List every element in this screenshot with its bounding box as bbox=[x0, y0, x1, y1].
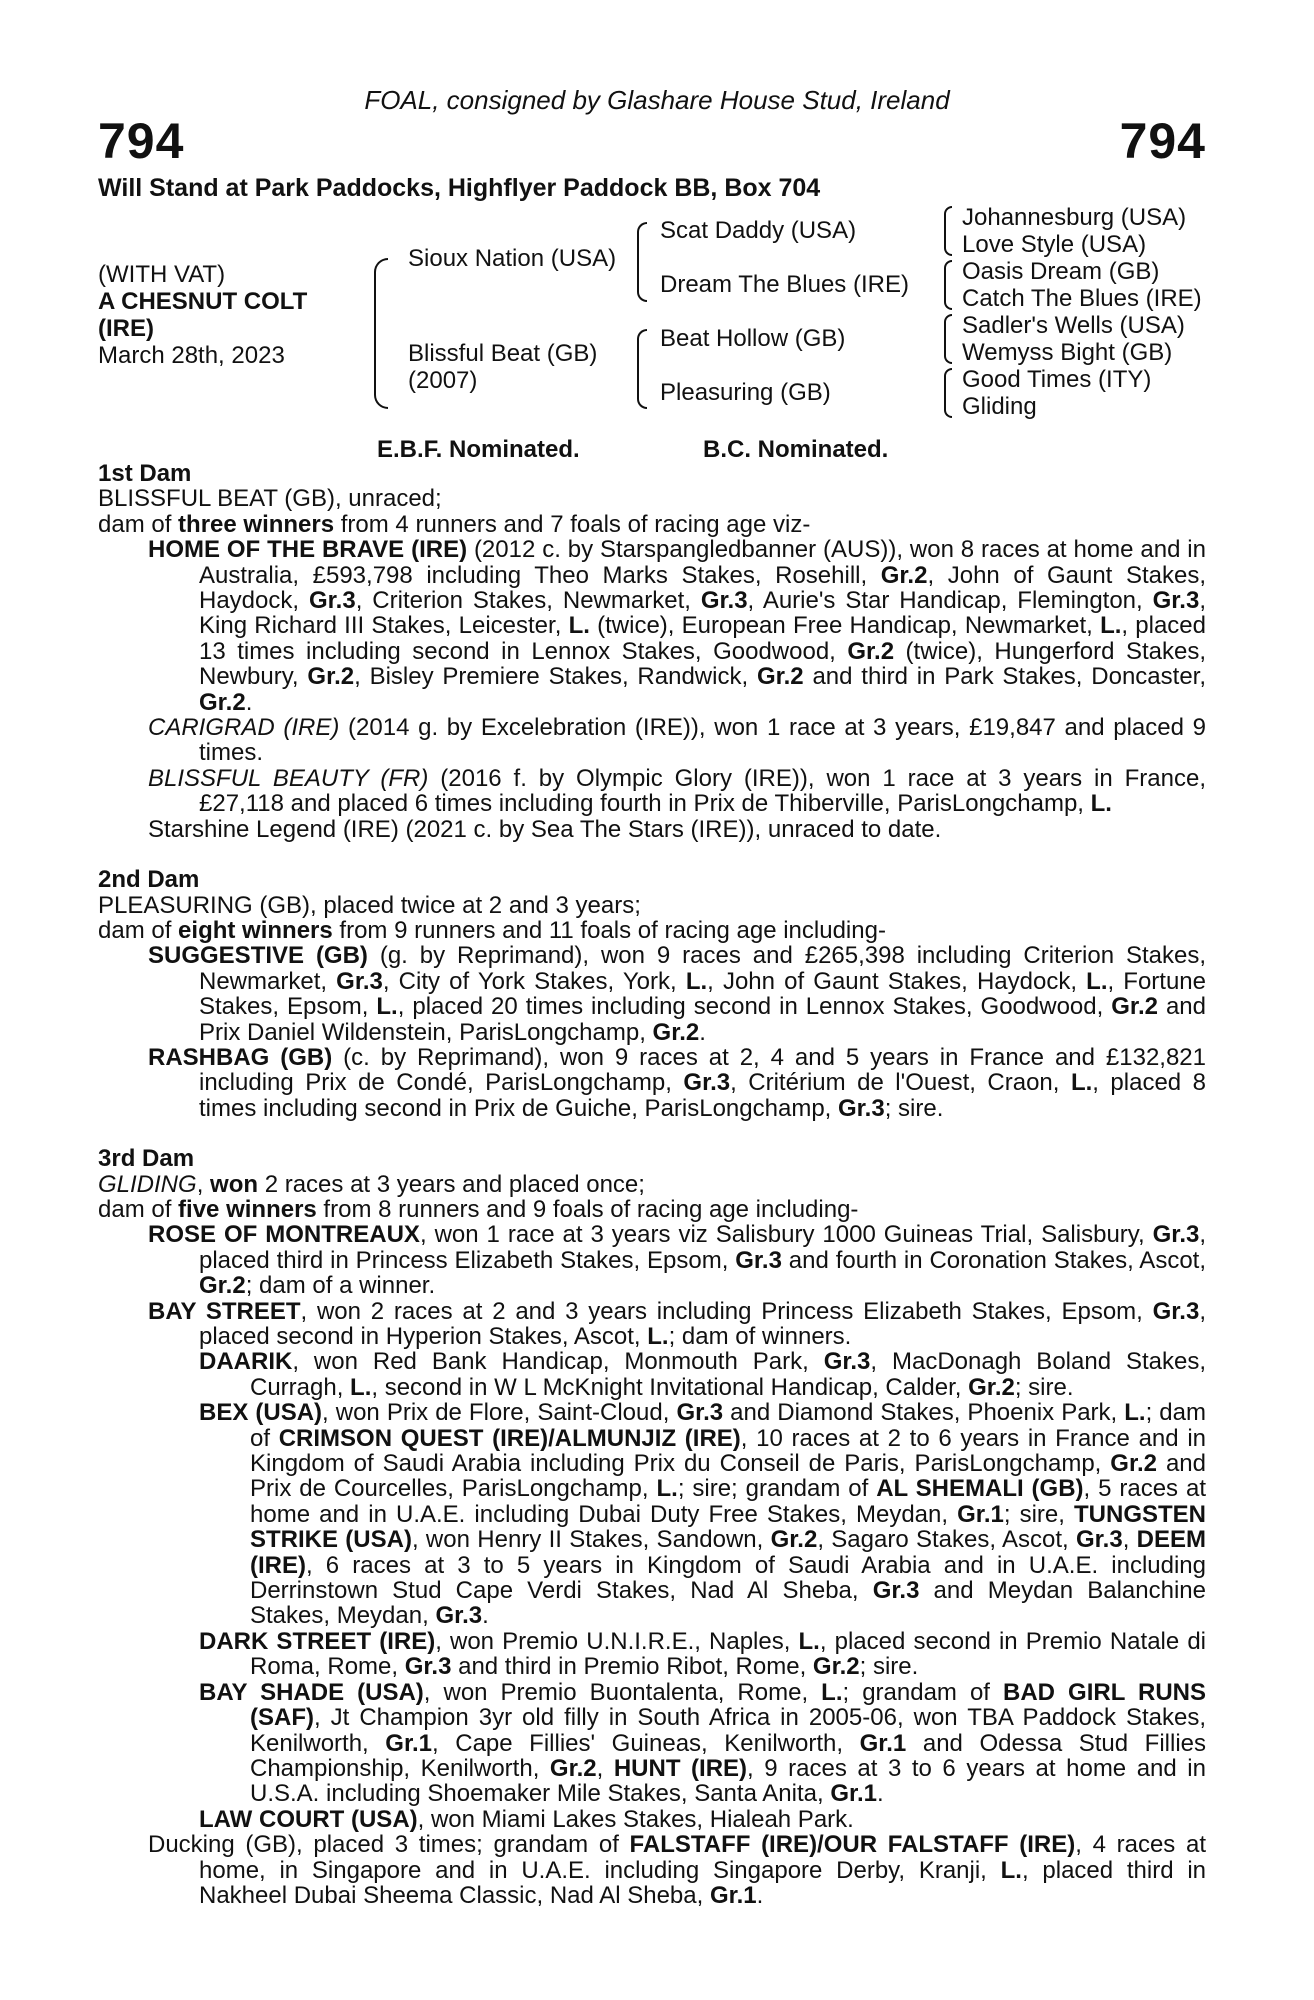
grand-progeny-bex: BEX (USA), won Prix de Flore, Saint-Cloud, Gr.3 and Diamond Stakes, Phoenix Park, L.; dam of CRIMSON QUEST (IRE)/ALMUNJIZ (IRE), 10 races at 2 to 6 years in France and in Kingdom of Saudi Arabia including Prix du Conseil de Paris, ParisLongchamp, Gr.2 and Prix de Courcelles, ParisLongchamp, L.; sire; grandam of AL SHEMALI (GB), 5 races at home and in U.A.E. including Dubai Duty Free Stakes, Meydan, Gr.1; sire, TUNGSTEN STRIKE (USA), won Henry II Stakes, Sandown, Gr.2, Sagaro Stakes, Ascot, Gr.3, DEEM (IRE), 6 races at 3 to 5 years in Kingdom of Saudi Arabia and in U.A.E. including Derrinstown Stud Cape Verdi Stakes, Nad Al Sheba, Gr.3 and Meydan Balanchine Stakes, Meydan, Gr.3. bbox=[199, 1399, 1207, 1630]
ggp-5: Sadler's Wells (USA) bbox=[962, 312, 1185, 339]
ggp-brace-1 bbox=[944, 206, 952, 256]
grand-progeny-daarik: DAARIK, won Red Bank Handicap, Monmouth Park, Gr.3, MacDonagh Boland Stakes, Curragh, L., second in W L McKnight Invitational Handicap, Calder, Gr.2; sire. bbox=[199, 1348, 1207, 1401]
ggp-2: Love Style (USA) bbox=[962, 231, 1147, 258]
dam1-heading: 1st Dam bbox=[98, 460, 192, 487]
catalogue-body bbox=[98, 461, 1206, 1908]
ggp-6: Wemyss Bight (GB) bbox=[962, 339, 1173, 366]
dam1-line1: BLISSFUL BEAT (GB), unraced; bbox=[98, 485, 442, 513]
dam3-progeny-baystreet: BAY STREET, won 2 races at 2 and 3 years including Princess Elizabeth Stakes, Epsom, Gr.3, placed second in Hyperion Stakes, Ascot, L.; dam of winners. bbox=[148, 1297, 1206, 1350]
ggp-8: Gliding bbox=[962, 393, 1037, 420]
ggp-brace-3 bbox=[944, 314, 952, 364]
ebf-nomination: E.B.F. Nominated. bbox=[377, 436, 580, 463]
dam3-line2: dam of five winners from 8 runners and 9 foals of racing age including- bbox=[98, 1195, 859, 1223]
sire-sire: Scat Daddy (USA) bbox=[660, 217, 857, 244]
dam2-line2: dam of eight winners from 9 runners and 11 foals of racing age including- bbox=[98, 916, 886, 944]
dam1-progeny-4: Starshine Legend (IRE) (2021 c. by Sea The Stars (IRE)), unraced to date. bbox=[148, 815, 942, 843]
dam3-progeny-ducking: Ducking (GB), placed 3 times; grandam of FALSTAFF (IRE)/OUR FALSTAFF (IRE), 4 races at home, in Singapore and in U.A.E. including Singapore Derby, Kranji, L., placed third in Nakheel Dubai Sheema Classic, Nad Al Sheba, Gr.1. bbox=[148, 1831, 1207, 1909]
lot-number-left: 794 bbox=[98, 113, 185, 169]
dam2-progeny-2: RASHBAG (GB) (c. by Reprimand), won 9 races at 2, 4 and 5 years in France and £132,821 including Prix de Condé, ParisLongchamp, Gr.3, Critérium de l'Ouest, Craon, L., placed 8 times including second in Prix de Guiche, ParisLongchamp, Gr.3; sire. bbox=[148, 1043, 1207, 1122]
dam-sire: Beat Hollow (GB) bbox=[660, 325, 846, 352]
ggp-brace-2 bbox=[944, 260, 952, 310]
dam3-line1: GLIDING, won 2 races at 3 years and placed once; bbox=[98, 1170, 645, 1198]
grand-progeny-darkstreet: DARK STREET (IRE), won Premio U.N.I.R.E., Naples, L., placed second in Premio Natale di Roma, Rome, Gr.3 and third in Premio Ribot, Rome, Gr.2; sire. bbox=[199, 1627, 1207, 1681]
ggp-brace-4 bbox=[944, 368, 952, 418]
ggp-4: Catch The Blues (IRE) bbox=[962, 285, 1202, 312]
dam: Blissful Beat (GB) bbox=[408, 340, 598, 367]
sire-brace bbox=[637, 222, 647, 302]
stand-location: Will Stand at Park Paddocks, Highflyer Paddock BB, Box 704 bbox=[98, 174, 821, 202]
horse-description: A CHESNUT COLT bbox=[98, 288, 308, 315]
dam-year: (2007) bbox=[408, 367, 478, 394]
dam1-progeny-2: CARIGRAD (IRE) (2014 g. by Excelebration (IRE)), won 1 race at 3 years, £19,847 and placed 9 times. bbox=[148, 714, 1207, 767]
horse-country: (IRE) bbox=[98, 315, 154, 342]
grand-progeny-bayshade: BAY SHADE (USA), won Premio Buontalenta, Rome, L.; grandam of BAD GIRL RUNS (SAF), Jt Champion 3yr old filly in South Africa in 2005-06, won TBA Paddock Stakes, Kenilworth, Gr.1, Cape Fillies' Guineas, Kenilworth, Gr.1 and Odessa Stud Fillies Championship, Kenilworth, Gr.2, HUNT (IRE), 9 races at 3 to 6 years at home and in U.S.A. including Shoemaker Mile Stakes, Santa Anita, Gr.1. bbox=[199, 1678, 1207, 1808]
ggp-3: Oasis Dream (GB) bbox=[962, 258, 1160, 285]
dam1-progeny-3: BLISSFUL BEAUTY (FR) (2016 f. by Olympic Glory (IRE)), won 1 race at 3 years in France, £27,118 and placed 6 times including fourth in Prix de Thiberville, ParisLongchamp, L. bbox=[148, 764, 1206, 818]
horse-dob: March 28th, 2023 bbox=[98, 342, 285, 369]
pedigree-brace bbox=[374, 258, 388, 409]
dam2-heading: 2nd Dam bbox=[98, 866, 200, 894]
dam2-progeny-1: SUGGESTIVE (GB) (g. by Reprimand), won 9 races and £265,398 including Criterion Stakes, Newmarket, Gr.3, City of York Stakes, York, L., John of Gaunt Stakes, Haydock, L., Fortune Stakes, Epsom, L., placed 20 times including second in Lennox Stakes, Goodwood, Gr.2 and Prix Daniel Wildenstein, ParisLongchamp, Gr.2. bbox=[148, 942, 1207, 1046]
ggp-7: Good Times (ITY) bbox=[962, 366, 1152, 393]
consignment-line: FOAL, consigned by Glashare House Stud, Ireland bbox=[364, 85, 950, 115]
vat-note: (WITH VAT) bbox=[98, 261, 226, 288]
sire-dam: Dream The Blues (IRE) bbox=[660, 271, 909, 298]
grand-progeny-lawcourt: LAW COURT (USA), won Miami Lakes Stakes, Hialeah Park. bbox=[199, 1805, 854, 1833]
dam-brace bbox=[637, 329, 647, 409]
ggp-1: Johannesburg (USA) bbox=[962, 204, 1187, 231]
lot-number-right: 794 bbox=[1119, 113, 1206, 169]
sire: Sioux Nation (USA) bbox=[408, 245, 617, 272]
dam2-line1: PLEASURING (GB), placed twice at 2 and 3 years; bbox=[98, 891, 641, 919]
bc-nomination: B.C. Nominated. bbox=[703, 436, 889, 463]
dam3-heading: 3rd Dam bbox=[98, 1145, 195, 1173]
dam1-progeny-1: HOME OF THE BRAVE (IRE) (2012 c. by Starspangledbanner (AUS)), won 8 races at home and in Australia, £593,798 including Theo Marks Stakes, Rosehill, Gr.2, John of Gaunt Stakes, Haydock, Gr.3, Criterion Stakes, Newmarket, Gr.3, Aurie's Star Handicap, Flemington, Gr.3, King Richard III Stakes, Leicester, L. (twice), European Free Handicap, Newmarket, L., placed 13 times including second in Lennox Stakes, Goodwood, Gr.2 (twice), Hungerford Stakes, Newbury, Gr.2, Bisley Premiere Stakes, Randwick, Gr.2 and third in Park Stakes, Doncaster, Gr.2. bbox=[148, 536, 1207, 716]
dam-dam: Pleasuring (GB) bbox=[660, 379, 831, 406]
dam3-progeny-rose: ROSE OF MONTREAUX, won 1 race at 3 years viz Salisbury 1000 Guineas Trial, Salisbury, Gr.3, placed third in Princess Elizabeth Stakes, Epsom, Gr.3 and fourth in Coronation Stakes, Ascot, Gr.2; dam of a winner. bbox=[148, 1221, 1207, 1300]
dam1-line2: dam of three winners from 4 runners and 7 foals of racing age viz- bbox=[98, 510, 811, 538]
